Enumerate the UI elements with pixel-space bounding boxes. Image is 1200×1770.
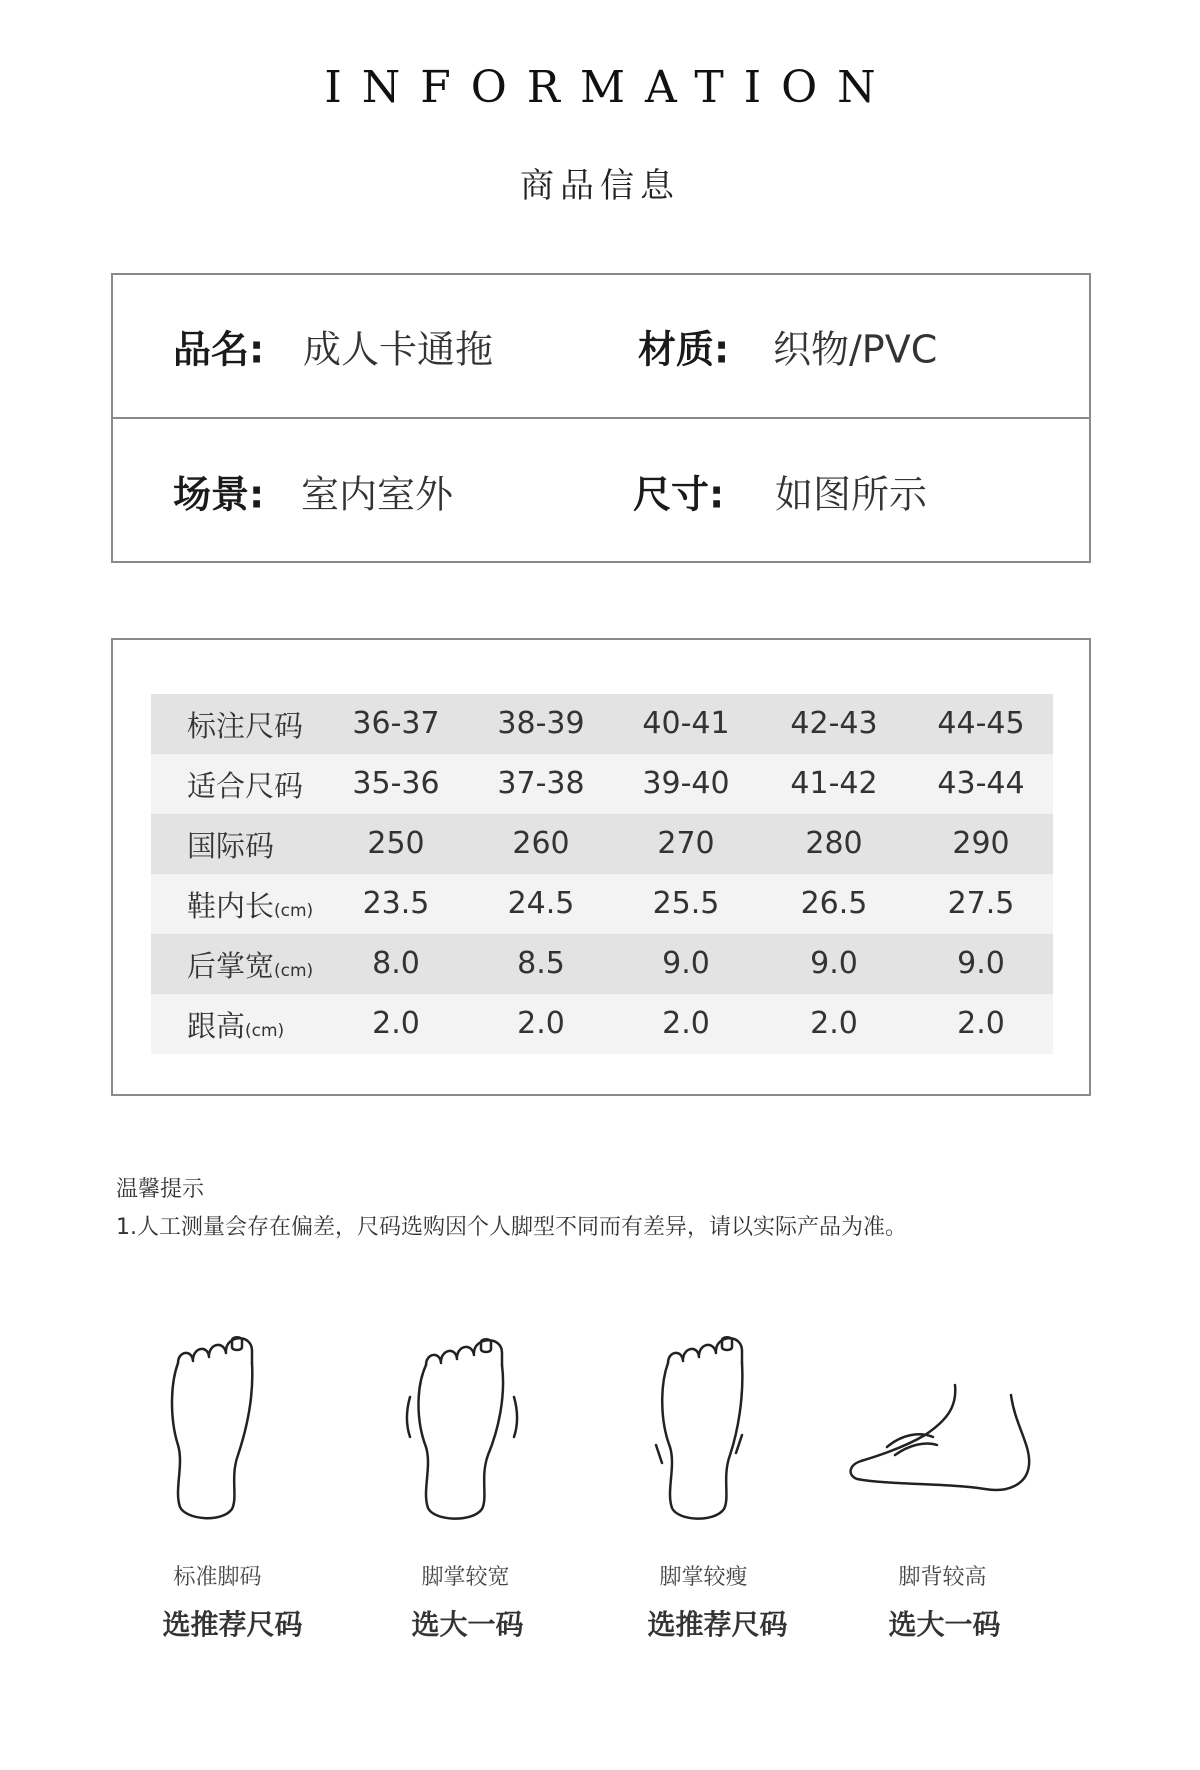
table-row [151, 814, 1053, 874]
info-row-2 [113, 419, 1089, 563]
table-cell: 2.0 [372, 1006, 420, 1041]
size-label: 尺寸: [633, 472, 725, 517]
table-row [151, 754, 1053, 814]
row-label-text: 适合尺码 [187, 768, 304, 803]
row-label-text: 跟高 [187, 1008, 246, 1043]
row-label-unit: (cm) [274, 960, 314, 981]
name-value: 成人卡通拖 [303, 327, 494, 372]
table-cell: 2.0 [957, 1006, 1005, 1041]
table-cell: 280 [805, 826, 863, 861]
size-chart-box [111, 638, 1091, 1096]
row-label [151, 704, 321, 745]
table-cell: 8.0 [372, 946, 420, 981]
row-label [151, 824, 321, 865]
page-title-en: INFORMATION [324, 62, 896, 113]
row-label-unit: (cm) [245, 1020, 285, 1041]
name-label: 品名: [173, 327, 265, 372]
table-cell: 40-41 [642, 706, 730, 741]
row-label [151, 764, 321, 805]
table-cell: 37-38 [497, 766, 585, 801]
foot-label-2: 脚掌较宽 [421, 1565, 510, 1590]
table-cell: 2.0 [810, 1006, 858, 1041]
row-label-text: 后掌宽 [187, 948, 275, 983]
table-cell: 26.5 [800, 886, 868, 921]
row-label-text: 鞋内长 [187, 888, 275, 923]
table-cell: 9.0 [810, 946, 858, 981]
table-cell: 36-37 [352, 706, 440, 741]
table-cell: 27.5 [947, 886, 1015, 921]
page-title-cn: 商品信息 [520, 166, 680, 206]
size-value: 如图所示 [775, 472, 928, 517]
table-cell: 38-39 [497, 706, 585, 741]
table-row [151, 874, 1053, 934]
row-label-text: 标注尺码 [187, 708, 304, 743]
foot-label-1: 标准脚码 [173, 1565, 262, 1590]
foot-advice-1: 选推荐尺码 [162, 1608, 303, 1641]
tips-title: 温馨提示 [116, 1177, 205, 1202]
product-info-box [111, 273, 1091, 563]
foot-advice-3: 选推荐尺码 [647, 1608, 788, 1641]
table-cell: 250 [367, 826, 425, 861]
table-cell: 43-44 [937, 766, 1025, 801]
table-cell: 42-43 [790, 706, 878, 741]
table-cell: 9.0 [662, 946, 710, 981]
table-cell: 25.5 [652, 886, 720, 921]
foot-advice-4: 选大一码 [888, 1608, 1001, 1641]
table-row [151, 694, 1053, 754]
table-cell: 290 [952, 826, 1010, 861]
narrow-foot-icon [648, 1325, 758, 1525]
row-label [151, 944, 321, 985]
row-label-unit: (cm) [274, 900, 314, 921]
material-label: 材质: [638, 327, 730, 372]
table-cell: 24.5 [507, 886, 575, 921]
info-row-1 [113, 275, 1089, 419]
table-cell: 270 [657, 826, 715, 861]
row-label [151, 1004, 321, 1045]
foot-label-3: 脚掌较瘦 [659, 1565, 748, 1590]
high-instep-foot-icon [845, 1375, 1035, 1515]
table-row [151, 994, 1053, 1054]
table-cell: 2.0 [662, 1006, 710, 1041]
table-cell: 2.0 [517, 1006, 565, 1041]
scene-value: 室内室外 [301, 472, 454, 517]
scene-label: 场景: [173, 472, 265, 517]
table-cell: 23.5 [362, 886, 430, 921]
table-cell: 41-42 [790, 766, 878, 801]
standard-foot-icon [160, 1325, 270, 1525]
table-cell: 35-36 [352, 766, 440, 801]
material-value: 织物/PVC [773, 327, 938, 372]
table-cell: 8.5 [517, 946, 565, 981]
table-cell: 39-40 [642, 766, 730, 801]
size-table [151, 694, 1053, 1054]
table-cell: 44-45 [937, 706, 1025, 741]
tips-text: 1.人工测量会存在偏差，尺码选购因个人脚型不同而有差异，请以实际产品为准。 [116, 1215, 907, 1240]
foot-label-4: 脚背较高 [898, 1565, 987, 1590]
row-label-text: 国际码 [187, 828, 275, 863]
table-cell: 260 [512, 826, 570, 861]
table-row [151, 934, 1053, 994]
table-cell: 9.0 [957, 946, 1005, 981]
wide-foot-icon [402, 1325, 522, 1525]
foot-advice-2: 选大一码 [411, 1608, 524, 1641]
row-label [151, 884, 321, 925]
